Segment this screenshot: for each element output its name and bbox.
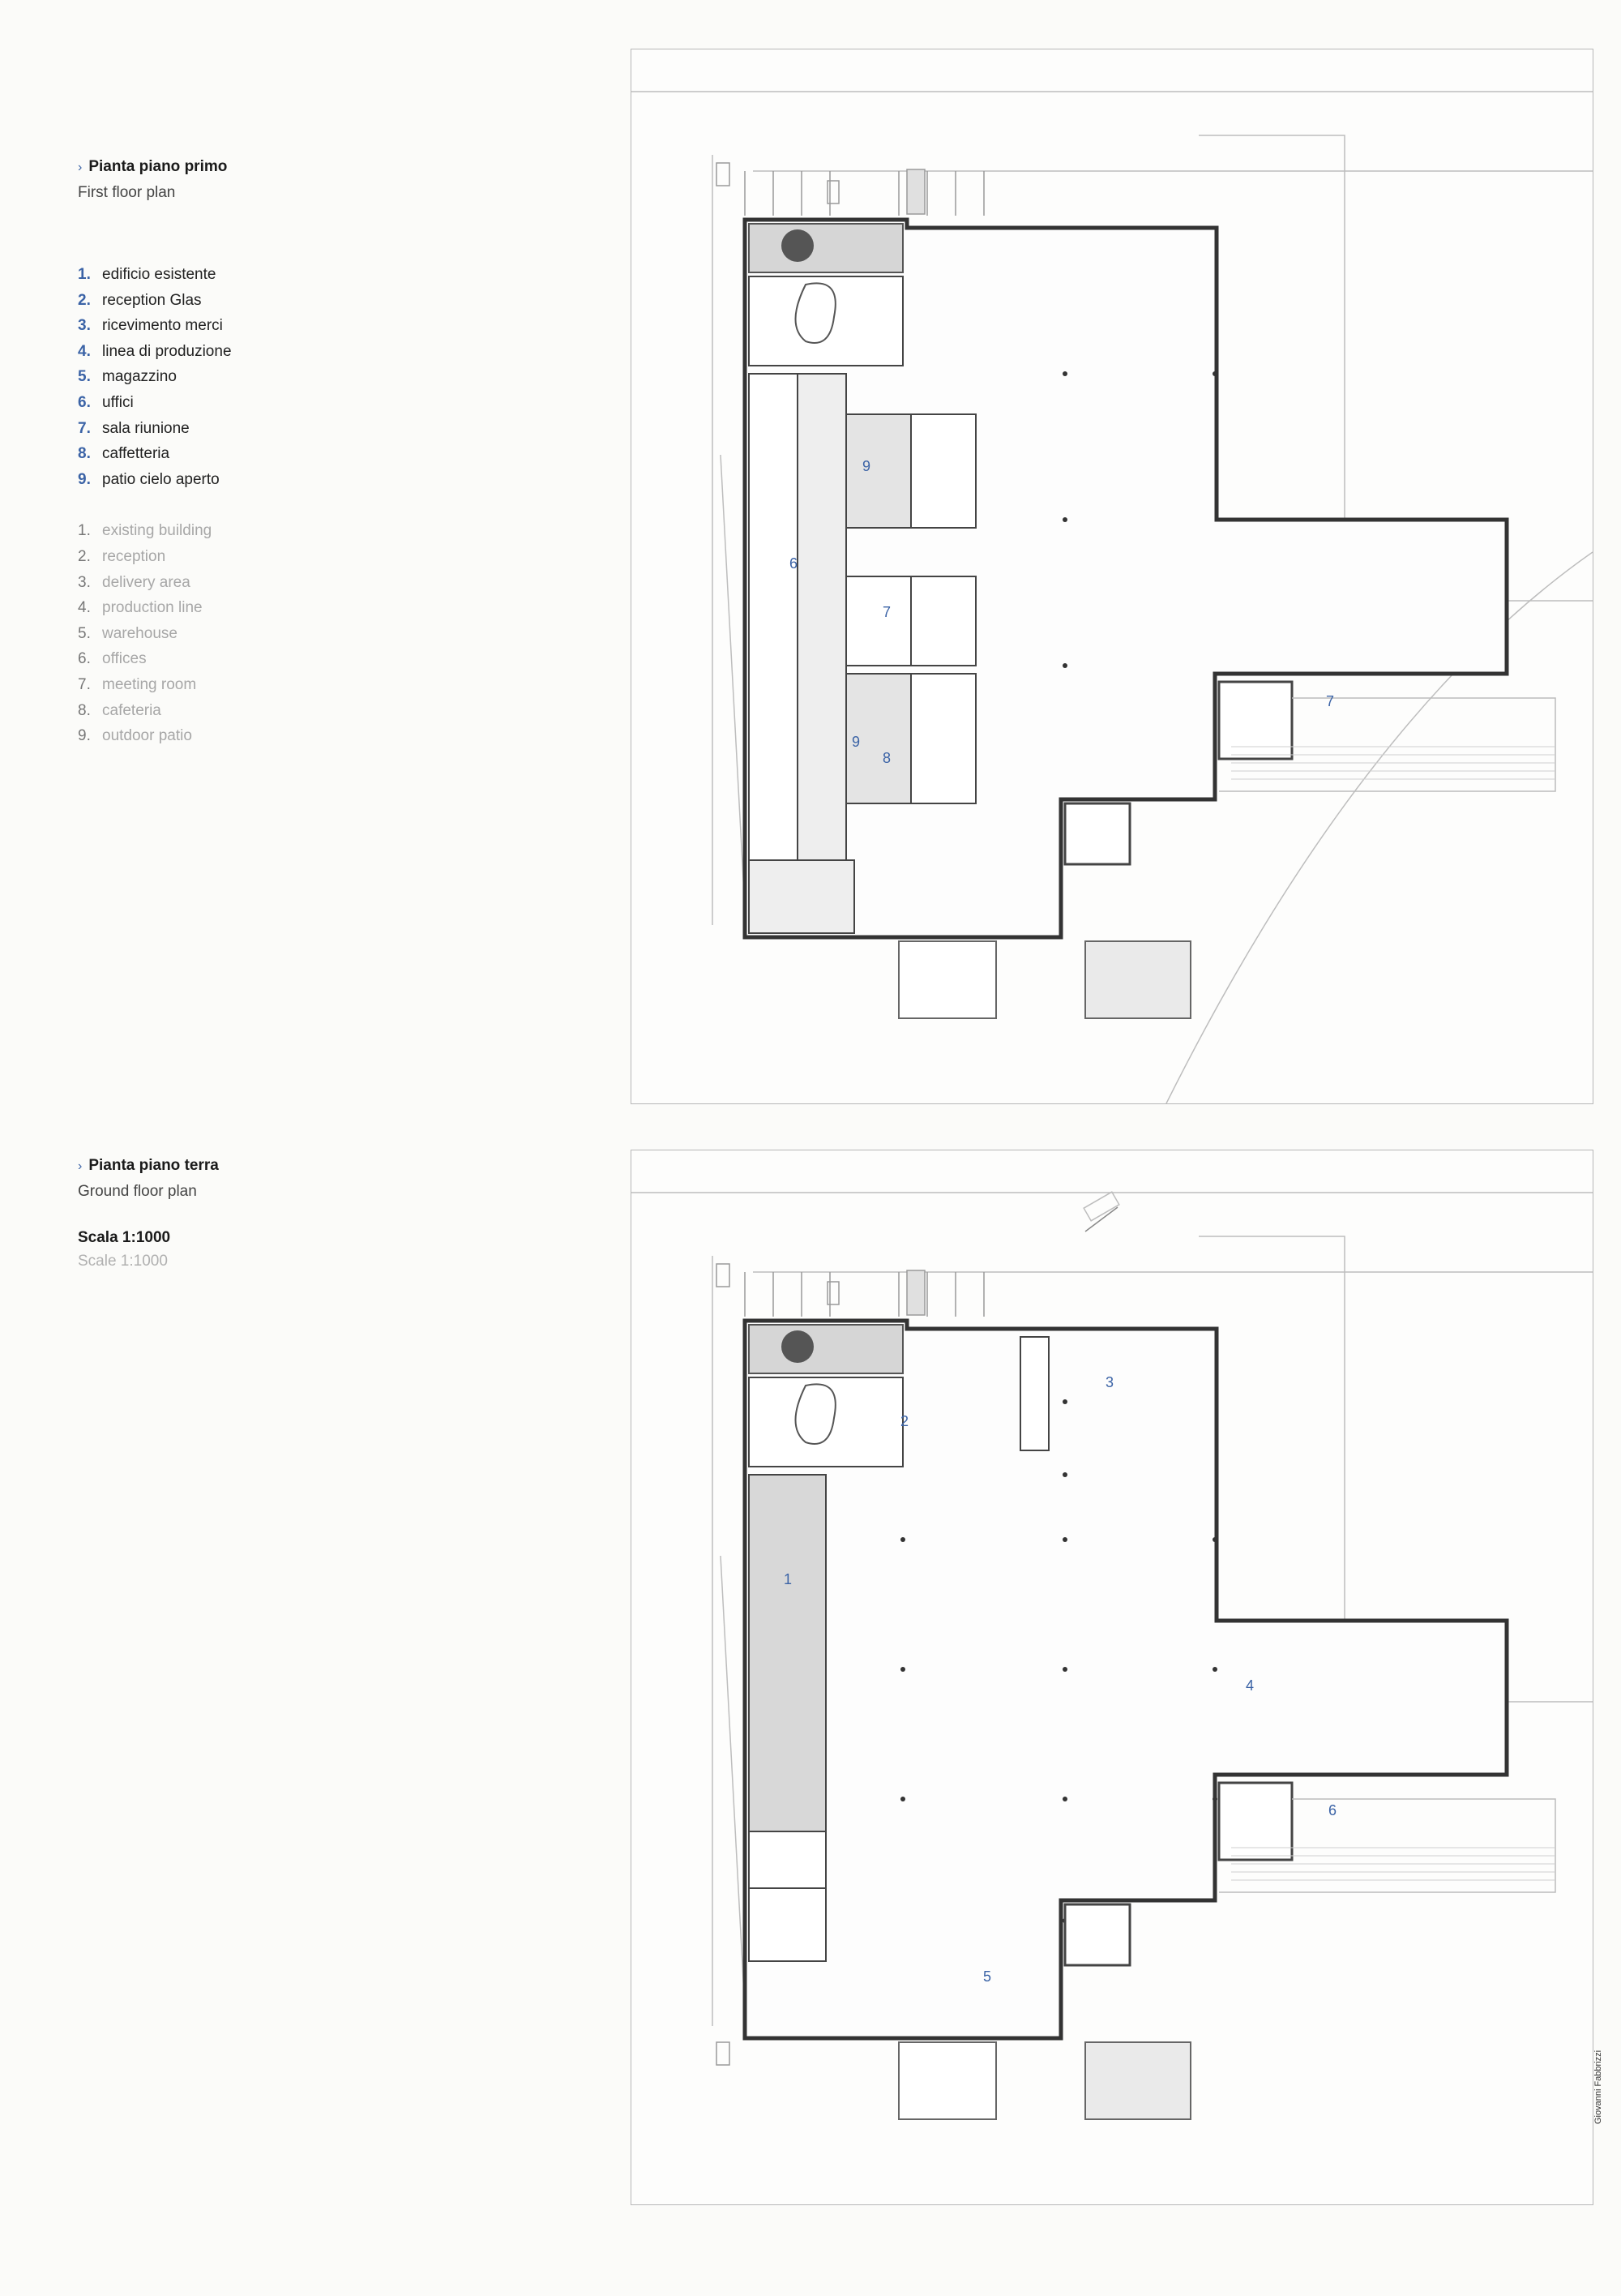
plan-label: 9 bbox=[862, 458, 871, 474]
plan-label: 2 bbox=[900, 1413, 909, 1429]
ground-floor-legend bbox=[78, 1154, 580, 1272]
plan-label: 5 bbox=[983, 1968, 992, 1985]
list-item: 9. outdoor patio bbox=[78, 727, 192, 745]
ground-floor-subtitle: Ground floor plan bbox=[78, 1183, 197, 1200]
bullet-icon: › bbox=[78, 161, 83, 174]
first-floor-legend bbox=[78, 156, 580, 749]
list-item: 2. reception bbox=[78, 547, 166, 565]
scale-label: Scala 1:1000 bbox=[78, 1229, 171, 1246]
ground-floor-plan bbox=[631, 1150, 1593, 2205]
ground-floor-plan-drawing bbox=[631, 1150, 1593, 2204]
plan-label: 8 bbox=[883, 750, 892, 766]
bullet-icon: › bbox=[78, 1159, 83, 1173]
scale-label-english: Scale 1:1000 bbox=[78, 1253, 168, 1270]
list-item: 7. sala riunione bbox=[78, 419, 190, 437]
plan-label: 1 bbox=[784, 1571, 793, 1587]
first-floor-title: › Pianta piano primo bbox=[78, 158, 228, 175]
list-item: 6. offices bbox=[78, 650, 147, 668]
first-floor-plan bbox=[631, 49, 1593, 1104]
list-item: 4. linea di produzione bbox=[78, 342, 232, 360]
list-item: 7. meeting room bbox=[78, 675, 197, 693]
ground-floor-title: › Pianta piano terra bbox=[78, 1157, 219, 1174]
legend-list-italian bbox=[78, 262, 580, 492]
plan-label: 6 bbox=[1328, 1802, 1337, 1818]
plan-label: 9 bbox=[852, 734, 861, 750]
plan-label: 7 bbox=[883, 604, 892, 620]
first-floor-plan-drawing bbox=[631, 49, 1593, 1103]
list-item: 5. magazzino bbox=[78, 368, 177, 386]
list-item: 3. ricevimento merci bbox=[78, 317, 223, 335]
list-item: 8. cafeteria bbox=[78, 701, 161, 719]
plan-label: 7 bbox=[1326, 693, 1335, 709]
list-item: 8. caffetteria bbox=[78, 445, 170, 463]
list-item: 1. edificio esistente bbox=[78, 266, 216, 283]
list-item: 1. existing building bbox=[78, 522, 212, 540]
plan-label: 6 bbox=[789, 555, 798, 572]
plan-label: 3 bbox=[1106, 1374, 1114, 1390]
list-item: 2. reception Glas bbox=[78, 291, 202, 309]
plan-label: 4 bbox=[1246, 1677, 1255, 1694]
first-floor-subtitle: First floor plan bbox=[78, 184, 176, 201]
list-item: 5. warehouse bbox=[78, 624, 177, 642]
photo-credit: Giovanni Fabbrizzi bbox=[1593, 2050, 1603, 2124]
list-item: 4. production line bbox=[78, 599, 203, 617]
list-item: 9. patio cielo aperto bbox=[78, 470, 220, 488]
list-item: 3. delivery area bbox=[78, 573, 190, 591]
list-item: 6. uffici bbox=[78, 393, 134, 411]
legend-list-english bbox=[78, 518, 580, 748]
